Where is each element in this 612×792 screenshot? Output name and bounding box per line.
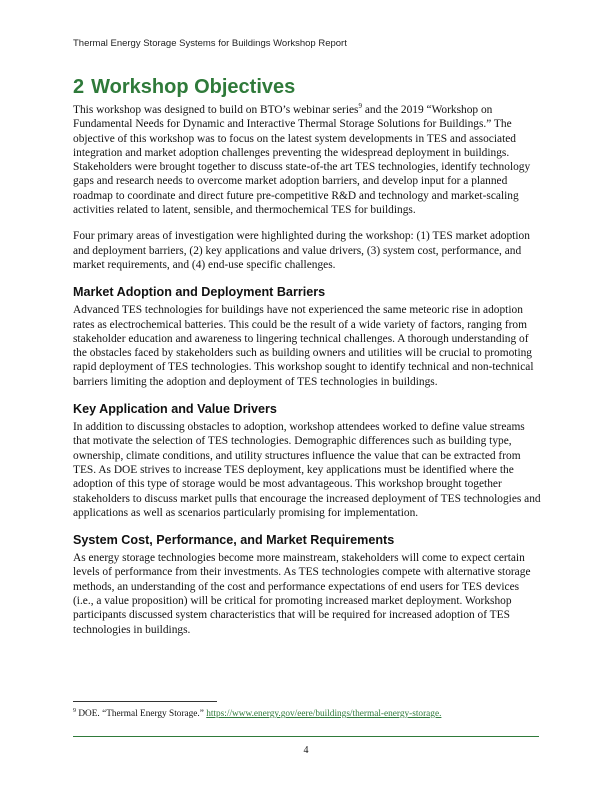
subsection-body-key-application: In addition to discussing obstacles to adoption, workshop attendees worked to define value streams that motivate the selection of TES technologies. Demographic differences such as building type, ownership, climate conditions, and utility structures influence the value that can be extracted from TES. As DOE strives to increase TES deployment, key applications must be identified where the adoption of this type of storage would be most advantageous. This workshop brought together stakeholders to discuss market pulls that encourage the increased deployment of TES technologies and applications as well as scenarios particularly promising for implementation. <box>73 421 541 519</box>
main-content <box>73 76 541 637</box>
subsection-heading-key-application: Key Application and Value Drivers <box>73 402 277 417</box>
footnote-link[interactable]: https://www.energy.gov/eere/buildings/thermal-energy-storage. <box>206 709 442 719</box>
intro-text-part1: This workshop was designed to build on BTO’s webinar series <box>73 104 359 116</box>
areas-paragraph: Four primary areas of investigation were highlighted during the workshop: (1) TES market adoption and deployment barriers, (2) key applications and value drivers, (3) system cost, performance, and market requirements, and (4) end-use specific challenges. <box>73 230 530 271</box>
footnote-marker: 9 <box>73 707 76 714</box>
section-title: Workshop Objectives <box>91 76 296 98</box>
section-number: 2 <box>73 76 85 98</box>
footer-divider <box>73 736 539 737</box>
section-heading <box>73 76 541 98</box>
subsection-body-system-cost: As energy storage technologies become more mainstream, stakeholders will come to expect certain levels of performance from their investments. As TES technologies compete with alternative storage methods, an understanding of the cost and performance expectations of end users for TES devices (i.e., a value proposition) will be critical for promoting increased market deployment. Workshop participants discussed system characteristics that will be required for increased adoption of TES technologies in buildings. <box>73 552 531 636</box>
subsection-heading-market-adoption: Market Adoption and Deployment Barriers <box>73 285 326 300</box>
subsection-body-market-adoption: Advanced TES technologies for buildings have not experienced the same meteoric rise in adoption rates as electrochemical batteries. This could be the result of a wide variety of factors, ranging from stakeholder education and awareness to lingering technical challenges. A thorough understanding of the obstacles faced by stakeholders such as building owners and utilities will be crucial to promoting rapid deployment of TES technologies. This workshop sought to identify technical and non-technical barriers limiting the adoption and deployment of TES technologies in buildings. <box>73 304 534 388</box>
intro-text-part2: and the 2019 “Workshop on Fundamental Needs for Dynamic and Interactive Thermal Storage Solutions for Buildings.” The objective of this workshop was to focus on the latest system developments in TES and associated integration and market adoption challenges preventing the widespread deployment in buildings. Stakeholders were brought together to discuss state-of-the art TES technologies, identify technology gaps and research needs to overcome market adoption barriers, and develop input for a planned roadmap to coordinate and direct future pre-competitive R&D and technology and market-scaling activities related to latent, sensible, and thermochemical TES for buildings. <box>73 104 531 217</box>
footnote-text: DOE. “Thermal Energy Storage.” <box>76 709 207 719</box>
intro-paragraph <box>73 103 541 217</box>
footnote-reference[interactable]: 9 <box>358 102 362 111</box>
footnote <box>73 709 441 719</box>
subsection-heading-system-cost: System Cost, Performance, and Market Requirements <box>73 533 395 548</box>
page-number: 4 <box>303 745 309 756</box>
running-header: Thermal Energy Storage Systems for Buildings Workshop Report <box>73 38 347 49</box>
footnote-separator <box>73 701 217 702</box>
